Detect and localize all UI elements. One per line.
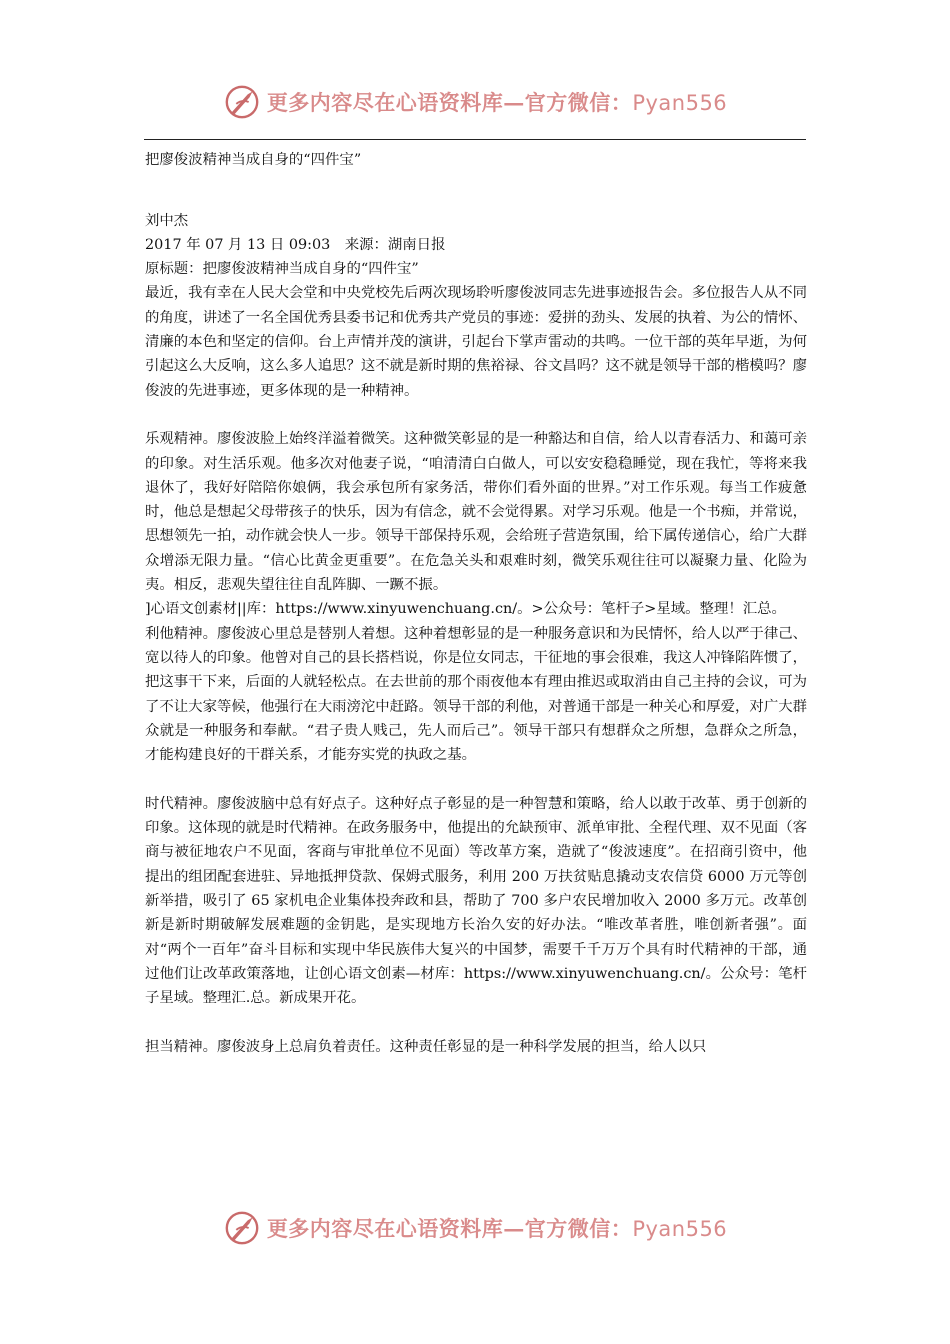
header-rule <box>144 139 806 140</box>
article-dateline: 2017 年 07 月 13 日 09:03 来源：湖南日报 <box>145 236 446 253</box>
banner-text: 更多内容尽在心语资料库—官方微信：Pyan556 <box>266 90 728 115</box>
banner-text: 更多内容尽在心语资料库—官方微信：Pyan556 <box>266 1216 728 1241</box>
article-author: 刘中杰 <box>145 212 189 229</box>
header-banner <box>0 82 950 122</box>
watermark-line: ]心语文创素材||库：https://www.xinyuwenchuang.cn/。>公众号：笔杆子>星域。整理！汇总。 <box>145 601 786 618</box>
pen-nib-logo-icon <box>223 83 261 121</box>
article-body <box>145 148 807 1059</box>
paragraph-optimism: 乐观精神。廖俊波脸上始终洋溢着微笑。这种微笑彰显的是一种豁达和自信，给人以青春活力、和蔼可亲的印象。对生活乐观。他多次对他妻子说，“咱清清白白做人，可以安安稳稳睡觉，现在我忙，等将来我退休了，我好好陪陪你娘俩，我会承包所有家务活，带你们看外面的世界。”对工作乐观。每当工作疲惫时，他总是想起父母带孩子的快乐，因为有信念，就不会觉得累。对学习乐观。他是一个书痴，并常说，思想领先一拍，动作就会快人一步。领导干部保持乐观，会给班子营造氛围，给下属传递信心，给广大群众增添无限力量。“信心比黄金更重要”。在危急关头和艰难时刻，微笑乐观往往可以凝聚力量、化险为夷。相反，悲观失望往往自乱阵脚、一蹶不振。 <box>145 431 807 594</box>
paragraph-responsibility: 担当精神。廖俊波身上总肩负着责任。这种责任彰显的是一种科学发展的担当，给人以只 <box>145 1038 707 1055</box>
paragraph-altruism: 利他精神。廖俊波心里总是替别人着想。这种着想彰显的是一种服务意识和为民情怀，给人以严于律己、宽以待人的印象。他曾对自己的县长搭档说，你是位女同志，干征地的事会很难，我这人冲锋陷阵惯了，把这事干下来，后面的人就轻松点。在去世前的那个雨夜他本有理由推迟或取消由自己主持的会议，可为了不让大家等候，他强行在大雨滂沱中赶路。领导干部的利他，对普通干部是一种关心和厚爱，对广大群众就是一种服务和奉献。“君子贵人贱己，先人而后己”。领导干部只有想群众之所想，急群众之所急，才能构建良好的干群关系，才能夯实党的执政之基。 <box>145 625 807 764</box>
wechat-id: Pyan556 <box>632 91 728 115</box>
wechat-id: Pyan556 <box>632 1217 728 1241</box>
paragraph-era: 时代精神。廖俊波脑中总有好点子。这种好点子彰显的是一种智慧和策略，给人以敢于改革、勇于创新的印象。这体现的就是时代精神。在政务服务中，他提出的允缺预审、派单审批、全程代理、双不见面（客商与被征地农户不见面，客商与审批单位不见面）等改革方案，造就了“俊波速度”。在招商引资中，他提出的组团配套进驻、异地抵押贷款、保姆式服务，利用 200 万扶贫贴息撬动支农信贷 6000 万元等创新举措，吸引了 65 家机电企业集体投奔政和县，帮助了 700 多户农民增加收入 2000 多万元。改革创新是新时期破解发展难题的金钥匙，是实现地方长治久安的好办法。“唯改革者胜，唯创新者强”。面对“两个一百年”奋斗目标和实现中华民族伟大复兴的中国梦，需要千千万万个具有时代精神的干部，通过他们让改革政策落地，让创心语文创素—材库：https://www.xinyuwenchuang.cn/。公众号：笔杆子星域。整理汇.总。新成果开花。 <box>145 795 807 1007</box>
paragraph-intro: 最近，我有幸在人民大会堂和中央党校先后两次现场聆听廖俊波同志先进事迹报告会。多位报告人从不同的角度，讲述了一名全国优秀县委书记和优秀共产党员的事迹：爱拼的劲头、发展的执着、为公的情怀、清廉的本色和坚定的信仰。台上声情并茂的演讲，引起台下掌声雷动的共鸣。一位干部的英年早逝，为何引起这么大反响，这么多人追思？这不就是新时期的焦裕禄、谷文昌吗？这不就是领导干部的楷模吗？廖俊波的先进事迹，更多体现的是一种精神。 <box>145 285 807 399</box>
pen-nib-logo-icon <box>223 1209 261 1247</box>
article-title: 把廖俊波精神当成自身的“四件宝” <box>145 152 362 168</box>
footer-banner <box>0 1208 950 1248</box>
original-title: 原标题：把廖俊波精神当成自身的“四件宝” <box>145 261 419 278</box>
